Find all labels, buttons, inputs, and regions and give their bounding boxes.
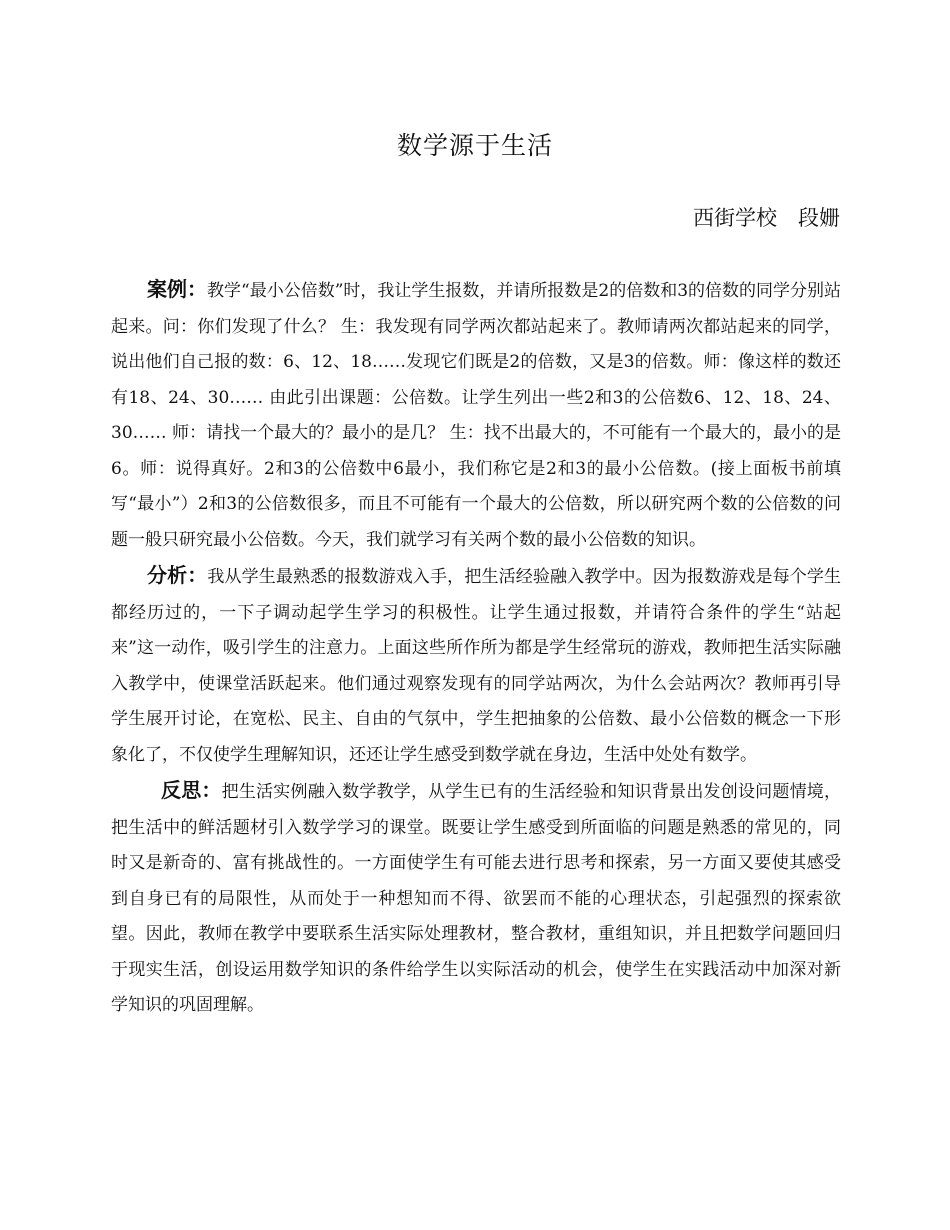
analysis-text: 我从学生最熟悉的报数游戏入手，把生活经验融入教学中。因为报数游戏是每个学生都经历过的，一下子调动起学生学习的积极性。让学生通过报数，并请符合条件的学生“站起来”这一动作，吸引学生的注意力。上面这些所作所为都是学生经常玩的游戏，教师把生活实际融入教学中，使课堂活跃起来。他们通过观察发现有的同学站两次，为什么会站两次？教师再引导学生展开讨论，在宽松、民主、自由的气氛中，学生把抽象的公倍数、最小公倍数的概念一下形象化了，不仅使学生理解知识，还还让学生感受到数学就在身边，生活中处处有数学。 (111, 567, 842, 765)
document-body (111, 272, 841, 1024)
reflection-text: 把生活实例融入数学教学，从学生已有的生活经验和知识背景出发创设问题情境，把生活中的鲜活题材引入数学学习的课堂。既要让学生感受到所面临的问题是熟悉的常见的，同时又是新奇的、富有挑战性的。一方面使学生有可能去进行思考和探索，另一方面又要使其感受到自身已有的局限性，从而处于一种想知而不得、欲罢而不能的心理状态，引起强烈的探索欲望。因此，教师在教学中要联系生活实际处理教材，整合教材，重组知识，并且把数学问题回归于现实生活，创设运用数学知识的条件给学生以实际活动的机会，使学生在实践活动中加深对新学知识的巩固理解。 (111, 782, 842, 1015)
case-paragraph (111, 272, 841, 558)
reflection-paragraph (111, 773, 841, 1024)
author-line: 西街学校 段姗 (693, 206, 840, 230)
reflection-heading: 反思： (161, 778, 222, 802)
case-heading: 案例： (147, 277, 207, 301)
analysis-paragraph (111, 558, 841, 773)
analysis-heading: 分析： (147, 563, 208, 587)
case-text: 教学“最小公倍数”时，我让学生报数，并请所报数是2的倍数和3的倍数的同学分别站起来。问：你们发现了什么？ 生：我发现有同学两次都站起来了。教师请两次都站起来的同学，说出他们自己报的数：6、12、18……发现它们既是2的倍数，又是3的倍数。师：像这样的数还有18、24、30…… 由此引出课题：公倍数。让学生列出一些2和3的公倍数6、12、18、24、30…… 师：请找一个最大的？最小的是几？ 生：找不出最大的，不可能有一个最大的，最小的是6。师：说得真好。2和3的公倍数中6最小，我们称它是2和3的最小公倍数。(接上面板书前填写“最小”）2和3的公倍数很多，而且不可能有一个最大的公倍数，所以研究两个数的公倍数的问题一般只研究最小公倍数。今天，我们就学习有关两个数的最小公倍数的知识。 (111, 281, 842, 550)
document-title: 数学源于生活 (396, 131, 553, 160)
